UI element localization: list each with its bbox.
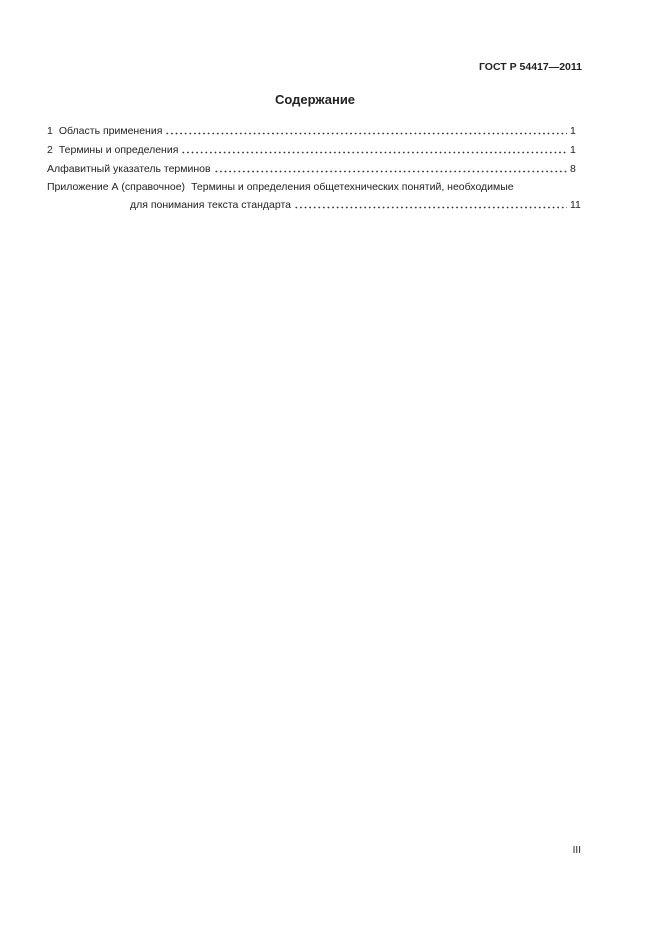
toc-entry-number: 2 [47,144,53,156]
toc-entry-terms [47,144,582,156]
page-title: Содержание [274,92,356,107]
toc-leader-dots [181,151,567,154]
toc-entry-page: 8 [570,163,576,175]
toc-entry-appendix-a-continuation [130,199,582,211]
page-number: III [572,845,581,856]
toc-leader-dots [165,132,567,135]
toc-entry-label: Термины и определения общетехнических понятий, необходимые [191,181,514,193]
toc-entry-page: 1 [570,144,576,156]
toc-entry-label-continuation: для понимания текста стандарта [130,199,291,211]
toc-entry-label: Область применения [58,125,163,137]
toc-entry-number: 1 [47,125,53,137]
toc-entry-alphabetic-index [47,163,582,175]
toc-entry-label: Термины и определения [58,144,179,156]
toc-leader-dots [294,206,567,209]
toc-entry-scope [47,125,582,137]
toc-appendix-tag: Приложение А (справочное) [47,181,186,193]
toc-leader-dots [214,170,567,173]
toc-entry-page: 1 [570,125,576,137]
document-number-header: ГОСТ Р 54417—2011 [478,61,582,73]
toc-entry-label: Алфавитный указатель терминов [47,163,211,175]
toc-entry-page: 11 [570,199,581,211]
toc-entry-appendix-a [47,181,582,193]
